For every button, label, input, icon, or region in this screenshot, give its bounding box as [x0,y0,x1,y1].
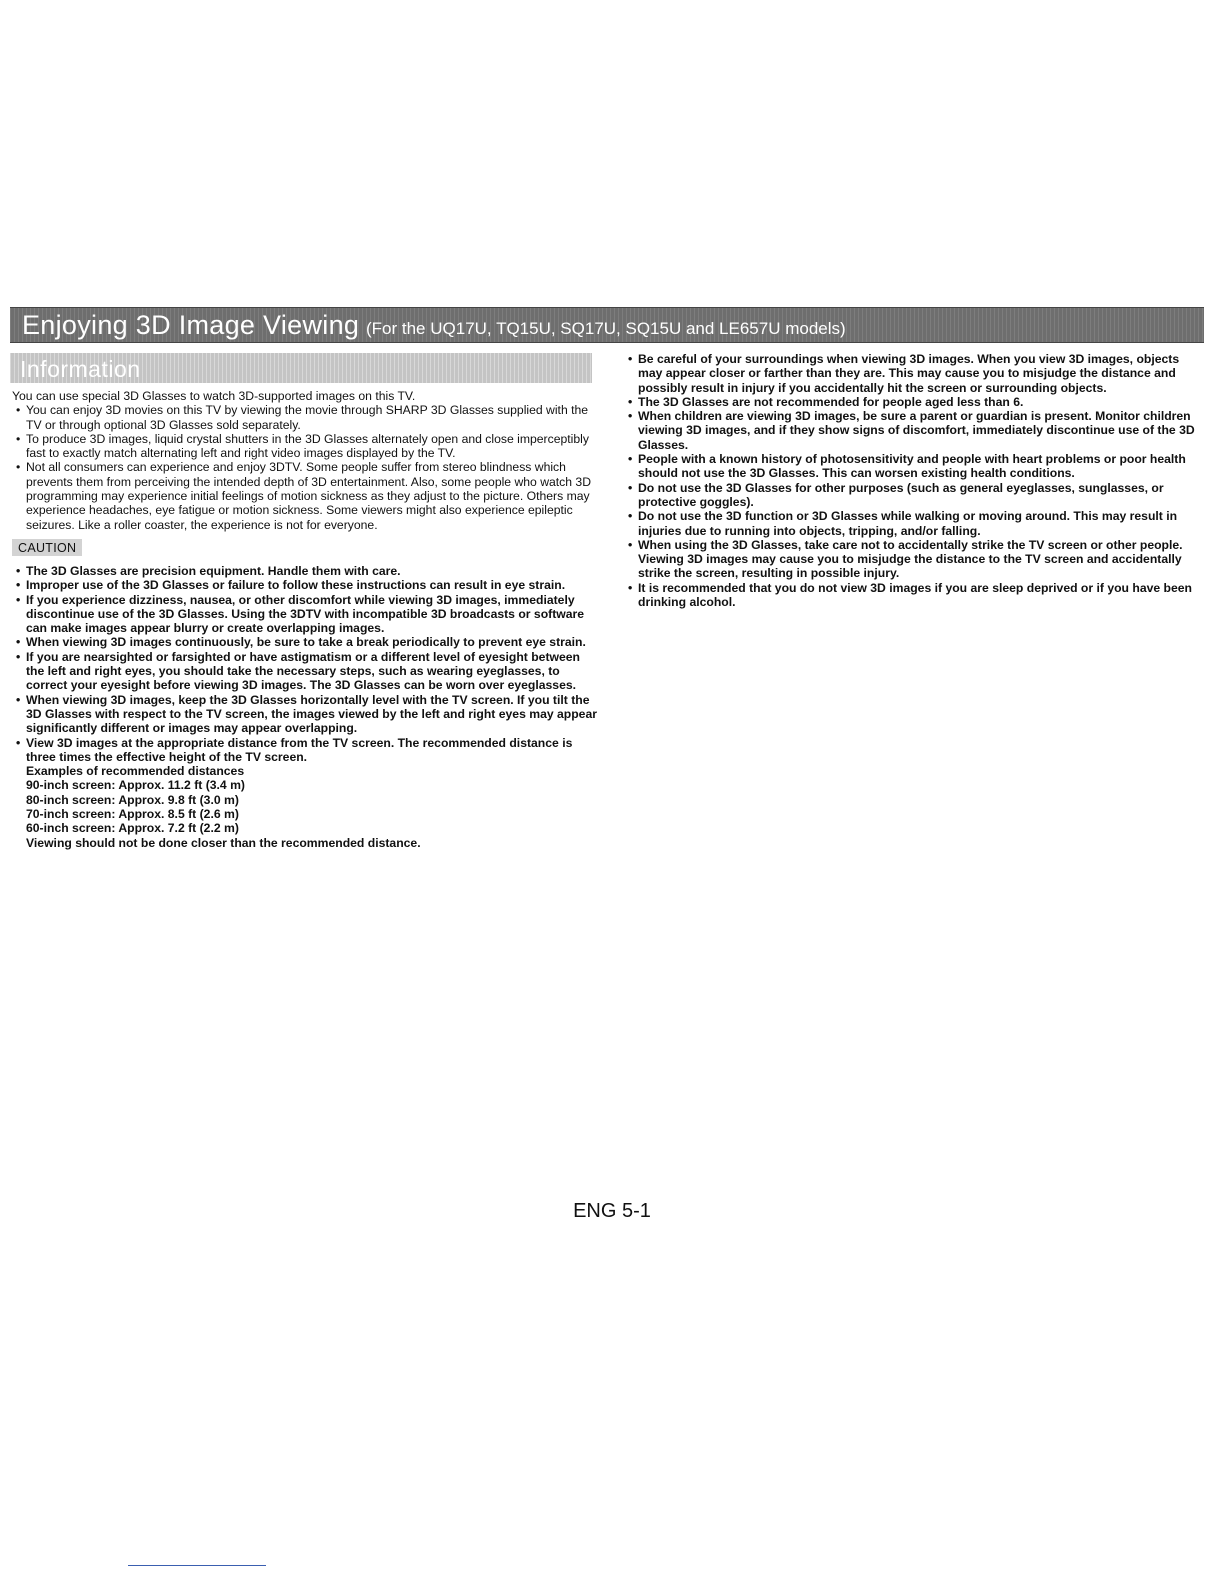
list-item: • Improper use of the 3D Glasses or failure to follow these instructions can result in eye strain. [12,578,597,592]
caution-list-continued [624,352,1204,609]
list-item: • Do not use the 3D function or 3D Glasses while walking or moving around. This may result in injuries due to running into objects, tripping, and/or falling. [624,509,1204,538]
list-item: • To produce 3D images, liquid crystal shutters in the 3D Glasses alternately open and close imperceptibly fast to exactly match alternating left and right video images displayed by the TV. [12,432,597,461]
distance-text: • View 3D images at the appropriate distance from the TV screen. The recommended distance is three times the effective height of the TV screen. [26,735,573,764]
left-column [12,389,597,850]
caution-list [12,564,597,850]
list-item: • When using the 3D Glasses, take care not to accidentally strike the TV screen or other people. Viewing 3D images may cause you to misjudge the distance to the TV screen and accidentally strike the screen, resulting in possible injury. [624,538,1204,581]
list-item: • The 3D Glasses are precision equipment. Handle them with care. [12,564,597,578]
list-item: • If you experience dizziness, nausea, or other discomfort while viewing 3D images, immediately discontinue use of the 3D Glasses. Using the 3DTV with incompatible 3D broadcasts or software can make images appear blurry or create overlapping images. [12,593,597,636]
section-title-bar [10,307,1204,343]
information-intro: You can use special 3D Glasses to watch 3D-supported images on this TV. [12,389,416,403]
list-item: • When children are viewing 3D images, be sure a parent or guardian is present. Monitor children viewing 3D images, and if they show signs of discomfort, immediately discontinue use of the 3D Glasses. [624,409,1204,452]
page-title: Enjoying 3D Image Viewing [22,310,360,340]
distance-example: 90-inch screen: Approx. 11.2 ft (3.4 m) [26,778,245,793]
bottom-rule [128,1565,266,1566]
information-heading: Information [20,356,141,382]
caution-badge: CAUTION [12,539,82,556]
list-item: • If you are nearsighted or farsighted or have astigmatism or a different level of eyesight between the left and right eyes, you should take the necessary steps, such as wearing eyeglasses, to correct your eyesight before viewing 3D images. The 3D Glasses can be worn over eyeglasses. [12,650,597,693]
distance-example: 60-inch screen: Approx. 7.2 ft (2.2 m) [26,821,239,836]
information-list [12,403,597,532]
page-subtitle: (For the UQ17U, TQ15U, SQ17U, SQ15U and LE657U models) [366,319,846,338]
list-item: • The 3D Glasses are not recommended for people aged less than 6. [624,395,1204,409]
list-item: • Be careful of your surroundings when viewing 3D images. When you view 3D images, objects may appear closer or farther than they are. This may cause you to misjudge the distance and possibly result in injury if you accidentally hit the screen or surrounding objects. [624,352,1204,395]
list-item: • It is recommended that you do not view 3D images if you are sleep deprived or if you have been drinking alcohol. [624,581,1204,610]
distance-example: 70-inch screen: Approx. 8.5 ft (2.6 m) [26,807,239,822]
caution-heading-wrap [12,539,597,559]
right-column [624,352,1204,609]
distance-list-item [12,736,597,850]
information-heading-bar [10,353,592,383]
list-item: • Not all consumers can experience and enjoy 3DTV. Some people suffer from stereo blindness which prevents them from perceiving the intended depth of 3D entertainment. Also, some people who watch 3D programming may experience initial feelings of motion sickness as they adjust to the picture. Others may experience headaches, eye fatigue or motion sickness. Some viewers might also experience epileptic seizures. Like a roller coaster, the experience is not for everyone. [12,460,597,531]
page-number: ENG 5-1 [573,1200,651,1222]
distance-example: 80-inch screen: Approx. 9.8 ft (3.0 m) [26,792,239,807]
list-item: • You can enjoy 3D movies on this TV by viewing the movie through SHARP 3D Glasses supplied with the TV or through optional 3D Glasses sold separately. [12,403,597,432]
list-item: • People with a known history of photosensitivity and people with heart problems or poor health should not use the 3D Glasses. This can worsen existing health conditions. [624,452,1204,481]
list-item: • When viewing 3D images, keep the 3D Glasses horizontally level with the TV screen. If you tilt the 3D Glasses with respect to the TV screen, the images viewed by the left and right eyes may appear significantly different or images may appear overlapping. [12,693,597,736]
list-item: • When viewing 3D images continuously, be sure to take a break periodically to prevent eye strain. [12,635,597,649]
examples-heading: Examples of recommended distances [26,764,245,779]
list-item: • Do not use the 3D Glasses for other purposes (such as general eyeglasses, sunglasses, or protective goggles). [624,481,1204,510]
distance-closing: Viewing should not be done closer than the recommended distance. [26,835,421,850]
